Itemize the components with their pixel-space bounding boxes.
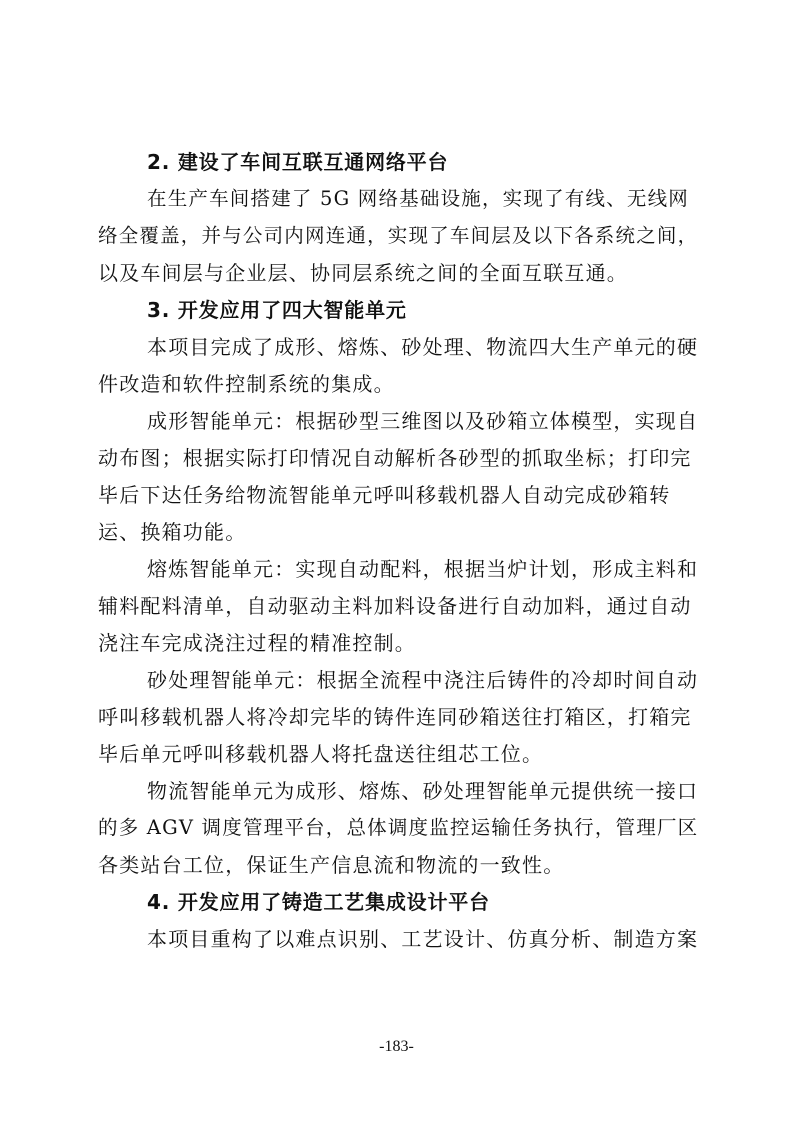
paragraph-line: 毕后下达任务给物流智能单元呼叫移载机器人自动完成砂箱转	[98, 483, 671, 507]
paragraph-line: 本项目完成了成形、熔炼、砂处理、物流四大生产单元的硬	[147, 335, 699, 359]
paragraph-line: 砂处理智能单元：根据全流程中浇注后铸件的冷却时间自动	[147, 668, 699, 692]
section-heading-4: 4. 开发应用了铸造工艺集成设计平台	[147, 890, 490, 914]
paragraph-line: 辅料配料清单，自动驱动主料加料设备进行自动加料，通过自动	[98, 594, 692, 618]
paragraph-line: 各类站台工位，保证生产信息流和物流的一致性。	[98, 853, 565, 877]
paragraph-line: 浇注车完成浇注过程的精准控制。	[98, 631, 416, 655]
paragraph-line: 物流智能单元为成形、熔炼、砂处理智能单元提供统一接口	[147, 779, 699, 803]
section-heading-2: 2. 建设了车间互联互通网络平台	[147, 150, 449, 174]
paragraph-line: 毕后单元呼叫移载机器人将托盘送往组芯工位。	[98, 742, 544, 766]
paragraph-line: 络全覆盖，并与公司内网连通，实现了车间层及以下各系统之间，	[98, 224, 699, 247]
paragraph-line: 成形智能单元：根据砂型三维图以及砂箱立体模型，实现自	[147, 409, 699, 433]
paragraph-line: 的多 AGV 调度管理平台，总体调度监控运输任务执行，管理厂区	[98, 816, 699, 839]
paragraph-line: 运、换箱功能。	[98, 520, 247, 544]
paragraph-line: 熔炼智能单元：实现自动配料，根据当炉计划，形成主料和	[147, 557, 699, 581]
paragraph-line: 以及车间层与企业层、协同层系统之间的全面互联互通。	[98, 261, 628, 285]
paragraph-line: 在生产车间搭建了 5G 网络基础设施，实现了有线、无线网	[147, 187, 689, 210]
paragraph-line: 动布图；根据实际打印情况自动解析各砂型的抓取坐标；打印完	[98, 446, 692, 470]
section-heading-3: 3. 开发应用了四大智能单元	[147, 298, 407, 322]
page-number: -183-	[379, 1038, 414, 1055]
paragraph-line: 呼叫移载机器人将冷却完毕的铸件连同砂箱送往打箱区，打箱完	[98, 705, 692, 729]
paragraph-line: 本项目重构了以难点识别、工艺设计、仿真分析、制造方案	[147, 927, 699, 951]
paragraph-line: 件改造和软件控制系统的集成。	[98, 372, 395, 396]
